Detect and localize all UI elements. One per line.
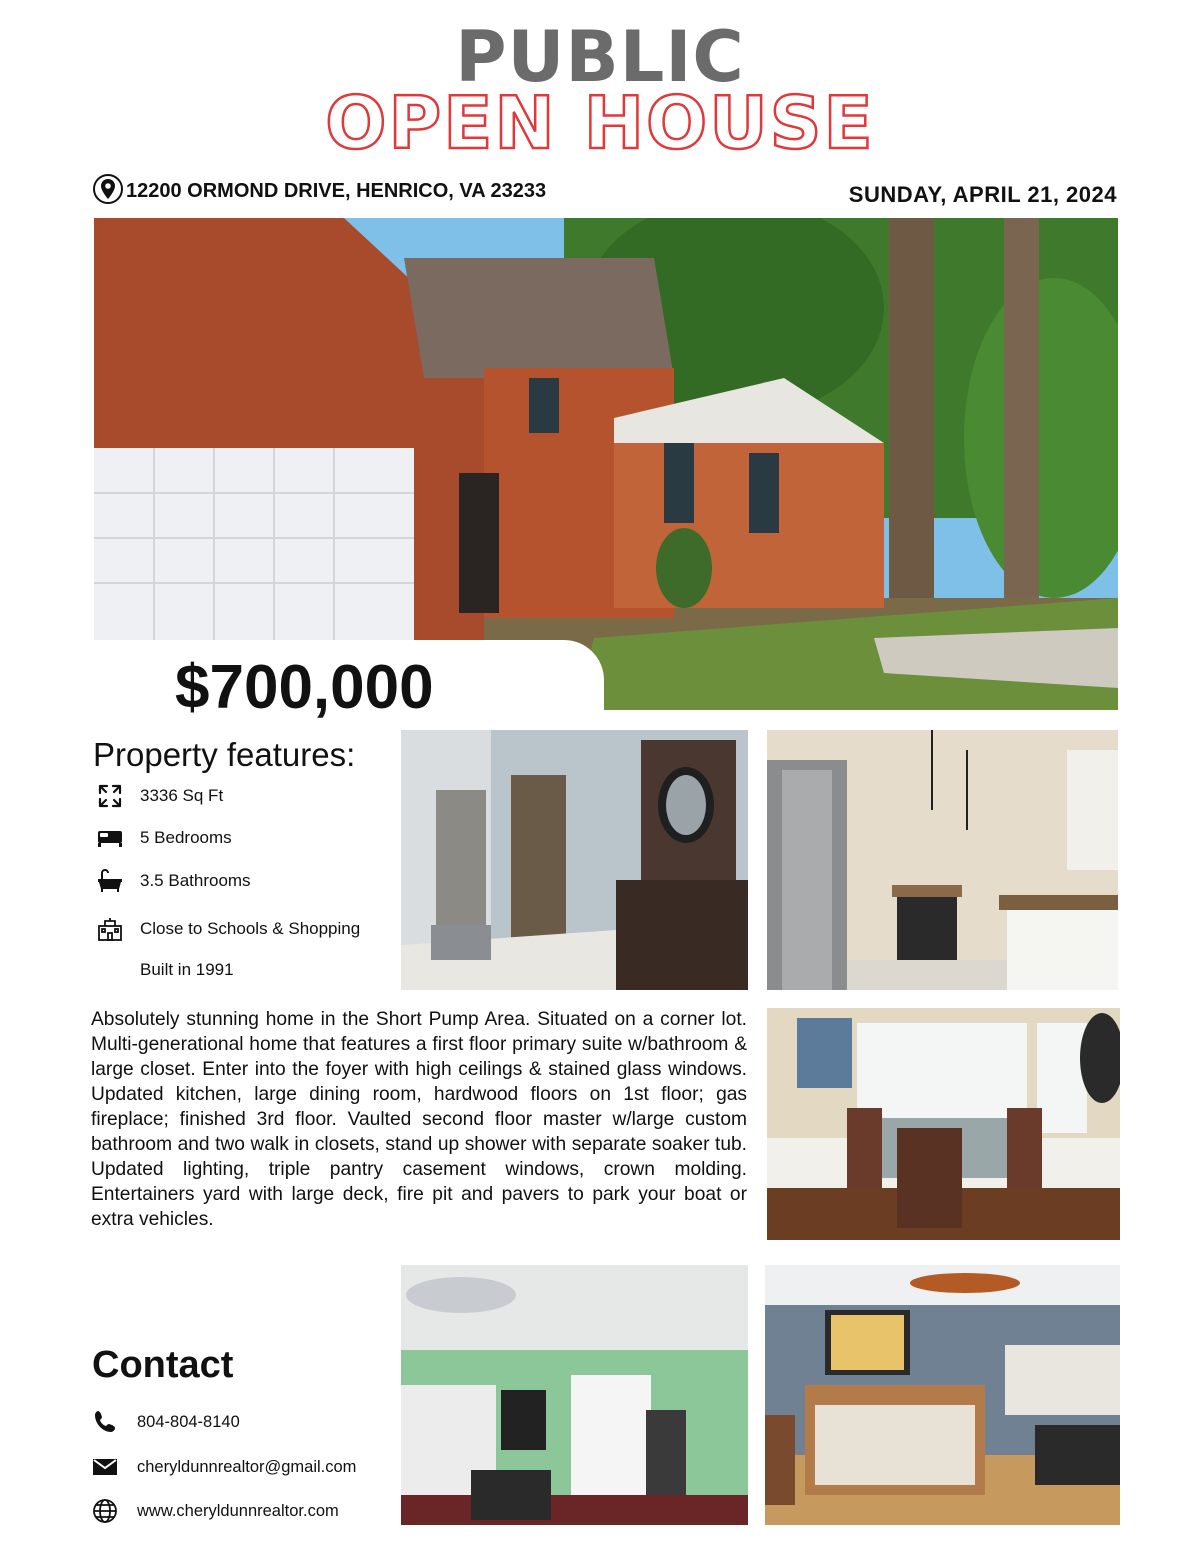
feature-year-built <box>96 955 234 985</box>
contact-email[interactable]: cheryldunnrealtor@gmail.com <box>137 1457 357 1476</box>
property-description: Absolutely stunning home in the Short Pump Area. Situated on a corner lot. Multi-generational home that features a first floor primary suite w/bathroom & large closet. Enter into the foyer with high ceilings & stained glass windows. Updated kitchen, large dining room, hardwood floors on 1st floor; gas fireplace; finished 3rd floor. Vaulted second floor master w/large custom bathroom and two walk in closets, stand up shower with separate soaker tub. Updated lighting, triple pantry casement windows, crown molding. Entertainers yard with large deck, fire pit and pavers to park your boat or extra vehicles. <box>91 1009 747 1230</box>
globe-icon <box>92 1497 137 1525</box>
open-house-date: SUNDAY, APRIL 21, 2024 <box>848 182 1117 207</box>
property-address: 12200 ORMOND DRIVE, HENRICO, VA 23233 <box>126 179 547 202</box>
feature-label: 3336 Sq Ft <box>140 786 224 805</box>
bathroom-photo <box>401 730 748 990</box>
green-bedroom-photo <box>401 1265 748 1525</box>
feature-bathrooms <box>96 866 251 896</box>
features-heading: Property features: <box>93 736 356 773</box>
dining-room-photo <box>767 1008 1120 1240</box>
envelope-icon <box>92 1453 137 1481</box>
feature-bedrooms <box>96 823 232 853</box>
title-open-house: OPEN HOUSE <box>325 81 875 165</box>
contact-phone-row <box>92 1408 240 1436</box>
expand-arrows-icon <box>96 783 132 809</box>
contact-email-row <box>92 1453 356 1481</box>
feature-sqft <box>96 781 223 811</box>
school-building-icon <box>96 916 132 942</box>
address-row <box>92 174 546 208</box>
title-public: PUBLIC <box>455 16 745 98</box>
feature-label: Close to Schools & Shopping <box>140 919 361 938</box>
contact-phone[interactable]: 804-804-8140 <box>137 1412 240 1431</box>
kitchen-photo <box>767 730 1118 990</box>
contact-heading: Contact <box>92 1344 234 1386</box>
contact-website[interactable]: www.cheryldunnrealtor.com <box>137 1501 339 1520</box>
bathtub-icon <box>96 868 132 894</box>
feature-label: 5 Bedrooms <box>140 828 232 847</box>
feature-label: 3.5 Bathrooms <box>140 871 251 890</box>
master-bedroom-photo <box>765 1265 1120 1525</box>
hero-house-photo <box>94 218 1118 710</box>
feature-location <box>96 914 360 944</box>
feature-label: Built in 1991 <box>140 960 234 979</box>
bed-icon <box>96 825 132 851</box>
phone-icon <box>92 1408 137 1436</box>
contact-website-row <box>92 1497 339 1525</box>
location-pin-icon <box>92 173 126 209</box>
listing-price: $700,000 <box>175 653 434 722</box>
